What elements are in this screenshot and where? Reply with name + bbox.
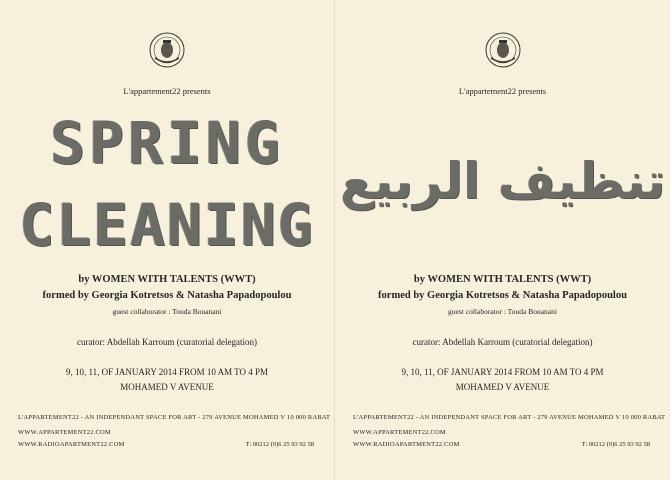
curator-line: curator: Abdellah Karroum (curatorial delegation): [77, 337, 257, 347]
artist-line: by WOMEN WITH TALENTS (WWT): [78, 274, 256, 285]
presents-text: L'appartement22 presents: [458, 86, 547, 96]
dates-line: 9, 10, 11, OF JANUARY 2014 FROM 10 AM TO 4 PM: [401, 367, 604, 377]
footer-phone: T: 00212 (0)6 25 93 92 58: [581, 441, 650, 448]
poster-arabic: [335, 0, 670, 480]
footer-website: WWW.APPARTEMENT22.COM: [353, 429, 446, 436]
curator-line: curator: Abdellah Karroum (curatorial delegation): [412, 337, 593, 347]
dates-line: 9, 10, 11, OF JANUARY 2014 FROM 10 AM TO 4 PM: [65, 367, 269, 377]
appartement22-seal-icon: [0, 28, 334, 70]
title-cleaning: CLEANING: [19, 191, 315, 259]
venue-line: MOHAMED V AVENUE: [120, 382, 214, 392]
guest-collaborator: guest collaborator : Touda Bouanani: [448, 307, 557, 316]
formed-by-line: formed by Georgia Kotretsos & Natasha Papadopoulou: [378, 290, 627, 301]
footer-radio-website: WWW.RADIOAPARTMENT22.COM: [353, 441, 460, 448]
formed-by-line: formed by Georgia Kotretsos & Natasha Papadopoulou: [42, 290, 292, 301]
presents-text: L'appartement22 presents: [123, 86, 211, 96]
artist-line: by WOMEN WITH TALENTS (WWT): [413, 274, 592, 285]
footer-radio-website: WWW.RADIOAPARTMENT22.COM: [18, 441, 125, 448]
footer-address: L'APPARTEMENT22 - AN INDEPENDANT SPACE FOR ART - 279 AVENUE MOHAMED V 10 000 RABAT: [353, 414, 666, 421]
footer-address: L'APPARTEMENT22 - AN INDEPENDANT SPACE FOR ART - 279 AVENUE MOHAMED V 10 000 RABAT: [18, 414, 331, 421]
title-arabic: تنظيف الربيع: [339, 152, 666, 210]
venue-line: MOHAMED V AVENUE: [455, 382, 550, 392]
title-spring: SPRING: [50, 109, 284, 177]
appartement22-seal-icon: [335, 28, 670, 70]
guest-collaborator: guest collaborator : Touda Bouanani: [112, 307, 222, 316]
footer-phone: T: 00212 (0)6 25 93 92 58: [245, 441, 314, 448]
footer-website: WWW.APPARTEMENT22.COM: [18, 429, 111, 436]
